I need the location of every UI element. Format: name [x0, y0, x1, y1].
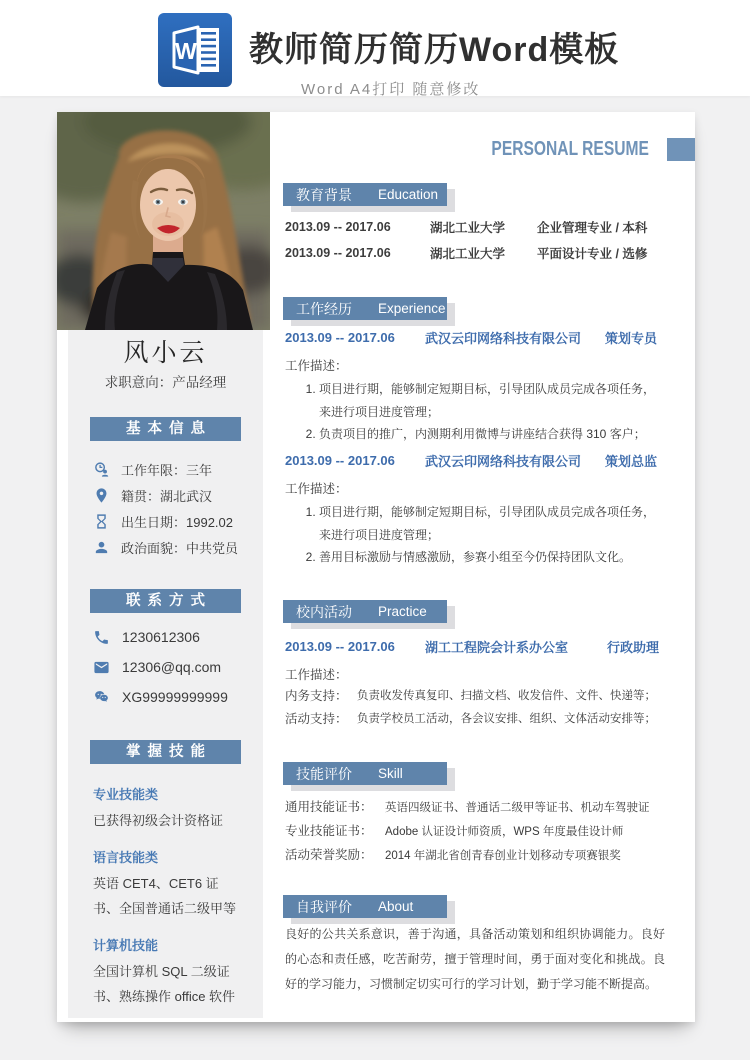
job-bullet: 2. 善用目标激励与情感激励，参赛小组至今仍保持团队文化。	[319, 546, 657, 569]
job-company: 武汉云印网络科技有限公司	[425, 330, 582, 346]
contact-item-email	[93, 652, 228, 682]
job-company: 武汉云印网络科技有限公司	[425, 453, 582, 469]
education-major: 平面设计专业 / 选修	[537, 247, 648, 261]
svg-text:W: W	[175, 38, 197, 64]
skill-text: 已获得初级会计资格证	[93, 813, 224, 828]
email-icon	[93, 659, 110, 676]
info-item-work-years	[93, 456, 238, 482]
section-title-en: Practice	[378, 604, 427, 619]
job-objective: 求职意向：产品经理	[104, 375, 227, 390]
job-bullets	[285, 501, 657, 569]
skill-group	[93, 785, 243, 833]
phone-number: 1230612306	[122, 629, 200, 645]
practice-line-label: 活动支持：	[285, 711, 348, 726]
wechat-id: XG99999999999	[122, 689, 228, 705]
about-paragraph: 良好的公共关系意识，善于沟通，具备活动策划和组织协调能力。良好的心态和责任感，吃苦耐劳，擅于管理时间，勇于面对变化和挑战。良好的学习能力，习惯制定切实可行的学习计划，勤于学习能不断提高。	[285, 927, 665, 991]
sidebar	[68, 330, 263, 1018]
skill-row-label: 活动荣誉奖励：	[285, 848, 373, 862]
practice-line-label: 内务支持：	[285, 689, 348, 703]
info-item-political	[93, 534, 238, 560]
personal-resume-banner: PERSONAL RESUME	[491, 138, 649, 160]
section-title-cn: 自我评价	[296, 898, 352, 915]
section-header-experience	[283, 297, 458, 327]
info-item-birth	[93, 508, 238, 534]
skill-text: 全国计算机 SQL 二级证书、熟练操作 office 软件	[93, 964, 236, 1004]
skill-category: 语言技能类	[93, 850, 159, 865]
email-address: 12306@qq.com	[122, 659, 222, 675]
education-rows	[285, 214, 659, 266]
experience-entry	[285, 327, 657, 446]
practice-position: 行政助理	[606, 639, 659, 655]
resume-page	[57, 112, 695, 1022]
education-row	[285, 240, 659, 266]
skill-row	[285, 796, 659, 820]
section-header-skill	[283, 762, 458, 792]
practice-line-text: 负责学校员工活动，各会议安排、组织、文体活动安排等；	[357, 712, 656, 725]
practice-period: 2013.09 -- 2017.06	[285, 638, 395, 654]
skill-row-text: 英语四级证书、普通话二级甲等证书、机动车驾驶证	[385, 802, 650, 814]
section-title-cn: 工作经历	[296, 300, 352, 317]
practice-line	[285, 685, 659, 708]
info-item-label: 政治面貌：中共党员	[121, 540, 239, 556]
profile-photo	[57, 112, 270, 330]
hourglass-icon	[93, 513, 110, 530]
job-bullets	[285, 378, 657, 446]
contact-header: 联系方式	[90, 589, 241, 613]
candidate-name: 风小云	[123, 339, 208, 367]
practice-desc-label: 工作描述：	[285, 668, 348, 682]
skill-group	[93, 848, 243, 921]
person-icon	[93, 539, 110, 556]
practice-org: 湖工工程院会计系办公室	[425, 639, 569, 655]
resume-main	[283, 112, 695, 1022]
skill-category: 专业技能类	[93, 787, 159, 802]
contact-list	[93, 622, 228, 712]
contact-item-phone	[93, 622, 228, 652]
skill-text: 英语 CET4、CET6 证书、全国普通话二级甲等	[93, 876, 237, 916]
banner-accent-block	[667, 138, 695, 161]
info-item-label: 工作年限：三年	[121, 462, 213, 478]
skills-header: 掌握技能	[90, 740, 241, 764]
site-header	[0, 0, 750, 96]
basic-info-list	[93, 456, 238, 560]
skill-group	[93, 936, 243, 1009]
phone-icon	[93, 629, 110, 646]
skill-row-text: Adobe 认证设计师资质，WPS 年度最佳设计师	[385, 826, 624, 838]
info-item-label: 出生日期：1992.02	[121, 514, 233, 530]
info-item-label: 籍贯：湖北武汉	[121, 488, 213, 504]
skill-row-text: 2014 年湖北省创青春创业计划移动专项赛银奖	[385, 850, 621, 862]
practice-entry	[285, 636, 659, 730]
job-position: 策划总监	[604, 453, 657, 469]
section-title-en: Experience	[378, 301, 446, 316]
experience-entry	[285, 450, 657, 569]
skill-row	[285, 844, 659, 868]
job-bullet: 1. 项目进行期，能够制定短期目标，引导团队成员完成各项任务，来进行项目进度管理；	[319, 501, 657, 546]
skill-row-label: 专业技能证书：	[285, 824, 373, 838]
job-period: 2013.09 -- 2017.06	[285, 452, 395, 468]
practice-line-text: 负责收发传真复印、扫描文档、收发信件、文件、快递等；	[357, 690, 656, 702]
job-position: 策划专员	[604, 330, 657, 346]
practice-line	[285, 708, 659, 731]
skill-row	[285, 820, 659, 844]
education-major: 企业管理专业 / 本科	[537, 221, 648, 235]
contact-item-wechat	[93, 682, 228, 712]
section-header-about	[283, 895, 458, 925]
job-desc-label: 工作描述：	[285, 359, 348, 373]
education-school: 湖北工业大学	[430, 221, 506, 235]
skills-groups	[93, 785, 243, 1024]
section-title-cn: 技能评价	[296, 765, 352, 782]
word-logo-icon	[158, 13, 232, 87]
job-bullet: 2. 负责项目的推广，内测期利用微博与讲座结合获得 310 客户；	[319, 423, 657, 446]
section-title-cn: 教育背景	[296, 186, 352, 203]
location-pin-icon	[93, 487, 110, 504]
section-title-en: About	[378, 899, 414, 914]
skill-rows	[285, 796, 659, 868]
job-period: 2013.09 -- 2017.06	[285, 329, 395, 345]
education-period: 2013.09 -- 2017.06	[285, 220, 391, 234]
work-years-icon	[93, 461, 110, 478]
section-title-cn: 校内活动	[296, 603, 352, 620]
education-period: 2013.09 -- 2017.06	[285, 246, 391, 260]
education-school: 湖北工业大学	[430, 247, 506, 261]
basic-info-header: 基本信息	[90, 417, 241, 441]
template-subtitle: Word A4打印 随意修改	[301, 81, 481, 98]
template-title: 教师简历简历Word模板	[249, 31, 620, 69]
wechat-icon	[93, 689, 110, 706]
skill-category: 计算机技能	[93, 938, 159, 953]
section-header-education	[283, 183, 458, 213]
section-title-en: Education	[378, 187, 439, 202]
skill-row-label: 通用技能证书：	[285, 800, 373, 814]
education-row	[285, 214, 659, 240]
job-desc-label: 工作描述：	[285, 482, 348, 496]
job-bullet: 1. 项目进行期，能够制定短期目标，引导团队成员完成各项任务，来进行项目进度管理；	[319, 378, 657, 423]
section-title-en: Skill	[378, 766, 403, 781]
info-item-hometown	[93, 482, 238, 508]
section-header-practice	[283, 600, 458, 630]
